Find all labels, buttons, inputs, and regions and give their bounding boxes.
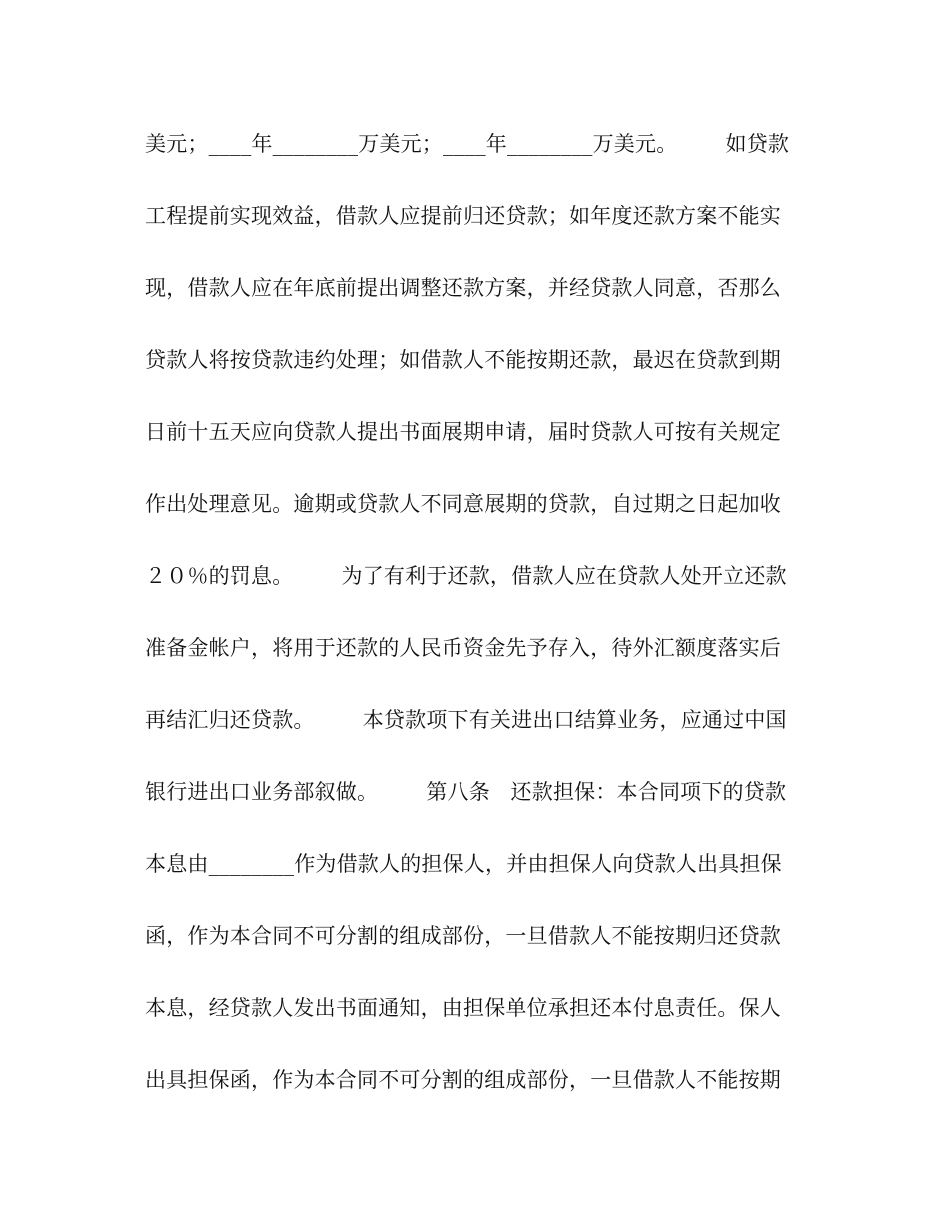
text-line: 本息，经贷款人发出书面通知，由担保单位承担还本付息责任。保人 [145,996,781,1020]
text-line: 准备金帐户，将用于还款的人民币资金先予存入，待外汇额度落实后 [145,636,781,660]
text-line: 贷款人将按贷款违约处理；如借款人不能按期还款，最迟在贷款到期 [145,348,781,372]
text-line: 出具担保函，作为本合同不可分割的组成部份，一旦借款人不能按期 [145,1068,781,1092]
text-line: 本息由________作为借款人的担保人，并由担保人向贷款人出具担保 [145,852,782,876]
text-line: 现，借款人应在年底前提出调整还款方案，并经贷款人同意，否那么 [145,276,781,300]
contract-text [145,124,815,1132]
text-line: 银行进出口业务部叙做。 第八条 还款担保：本合同项下的贷款 [145,780,787,804]
text-line: 作出处理意见。逾期或贷款人不同意展期的贷款，自过期之日起加收 [145,492,781,516]
text-line: 再结汇归还贷款。 本贷款项下有关进出口结算业务，应通过中国 [145,708,787,732]
text-line: 工程提前实现效益，借款人应提前归还贷款；如年度还款方案不能实 [145,204,781,228]
text-line: 函，作为本合同不可分割的组成部份，一旦借款人不能按期归还贷款 [145,924,781,948]
text-line: ２０％的罚息。 为了有利于还款，借款人应在贷款人处开立还款 [145,564,787,588]
text-line: 美元；____年________万美元；____年________万美元。 如贷款 [145,132,790,156]
text-line: 日前十五天应向贷款人提出书面展期申请，届时贷款人可按有关规定 [145,420,781,444]
